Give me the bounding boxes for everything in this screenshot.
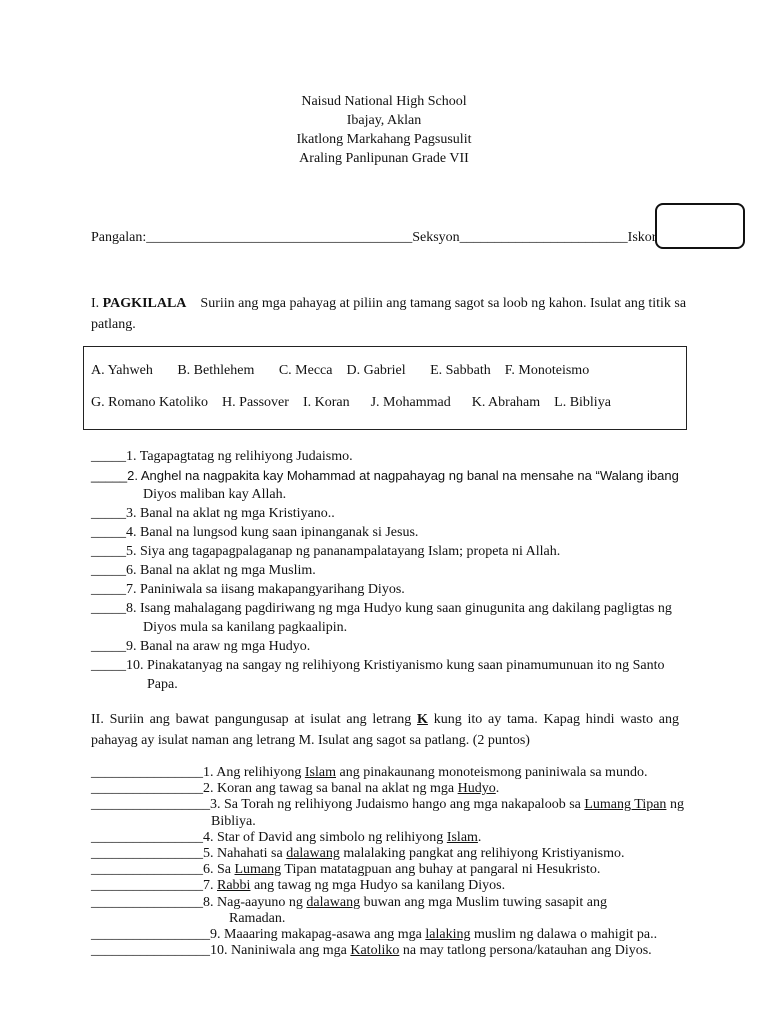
section2-text-post: kung ito ay tama. Kapag hindi wasto ang pahayag ay isulat naman ang letrang M. Isulat ang sagot sa patlang. (2 puntos) xyxy=(91,712,679,748)
part1-item-cont: Papa. xyxy=(147,677,178,692)
choices-row-2 xyxy=(91,395,611,411)
part2-item[interactable]: ________________8. Nag-aayuno ng dalawang buwan ang mga Muslim tuwing sasapit ang xyxy=(91,894,607,910)
exam-title: Ikatlong Markahang Pagsusulit xyxy=(296,132,472,147)
part1-item[interactable]: _____10. Pinakatanyag na sangay ng relihiyong Kristiyanismo kung saan pinamumunuan ito ng Santo xyxy=(91,658,665,673)
part1-item[interactable]: _____2. Anghel na nagpakita kay Mohammad at nagpahayag ng banal na mensahe na “Walang ibang xyxy=(91,468,679,483)
choice-item: C. Mecca xyxy=(278,363,333,378)
part1-item[interactable]: _____1. Tagapagtatag ng relihiyong Judaismo. xyxy=(91,449,353,464)
section2-instructions xyxy=(91,709,679,751)
part1-item[interactable]: _____3. Banal na aklat ng mga Kristiyano.. xyxy=(91,506,335,521)
choice-item: H. Passover xyxy=(222,395,289,410)
part2-item[interactable]: ________________2. Koran ang tawag sa banal na aklat ng mga Hudyo. xyxy=(91,781,500,797)
choice-item: K. Abraham xyxy=(471,395,541,410)
section1-number: I. xyxy=(91,296,103,311)
part1-item[interactable]: _____6. Banal na aklat ng mga Muslim. xyxy=(91,563,316,578)
part1-item[interactable]: _____7. Paniniwala sa iisang makapangyarihang Diyos. xyxy=(91,582,405,597)
score-box[interactable] xyxy=(655,203,745,249)
part2-item[interactable]: _________________9. Maaaring makapag-asawa ang mga lalaking muslim ng dalawa o mahigit pa.. xyxy=(91,927,658,943)
choice-item: I. Koran xyxy=(302,395,350,410)
student-info-line[interactable]: Pangalan:______________________________________Seksyon________________________Iskor xyxy=(91,230,657,245)
part2-items xyxy=(91,765,711,959)
section2-text-pre: II. Suriin ang bawat pangungusap at isulat ang letrang xyxy=(91,712,418,727)
section1-instructions xyxy=(91,293,691,335)
part2-item[interactable]: ________________7. Rabbi ang tawag ng mga Hudyo sa kanilang Diyos. xyxy=(91,878,506,894)
section2-letter: K xyxy=(417,712,428,727)
school-name: Naisud National High School xyxy=(301,94,467,109)
part2-item[interactable]: ________________4. Star of David ang simbolo ng relihiyong Islam. xyxy=(91,829,482,845)
section1-title: PAGKILALA xyxy=(102,296,187,311)
part2-item[interactable]: _________________3. Sa Torah ng relihiyong Judaismo hango ang mga nakapaloob sa Lumang Tipan ng xyxy=(91,797,684,813)
section1-text: Suriin ang mga pahayag at piliin ang tamang sagot sa loob ng kahon. Isulat ang titik sa patlang. xyxy=(91,296,687,332)
choice-item: J. Mohammad xyxy=(370,395,451,410)
part1-item-cont: Diyos maliban kay Allah. xyxy=(143,487,287,502)
part2-item-cont: Ramadan. xyxy=(229,910,286,926)
school-location: Ibajay, Aklan xyxy=(346,113,422,128)
choices-box xyxy=(83,346,687,430)
part1-item[interactable]: _____4. Banal na lungsod kung saan ipinanganak si Jesus. xyxy=(91,525,419,540)
part1-item[interactable]: _____8. Isang mahalagang pagdiriwang ng mga Hudyo kung saan ginugunita ang dakilang pagligtas ng xyxy=(91,601,672,616)
part2-item[interactable]: ________________5. Nahahati sa dalawang malalaking pangkat ang relihiyong Kristiyanismo. xyxy=(91,846,625,862)
subject-title: Araling Panlipunan Grade VII xyxy=(299,151,469,166)
part2-item-cont: Bibliya. xyxy=(211,813,256,829)
choice-item: D. Gabriel xyxy=(346,363,406,378)
part2-item[interactable]: _________________10. Naniniwala ang mga Katoliko na may tatlong persona/katauhan ang Diyos. xyxy=(91,943,652,959)
part1-item-cont: Diyos mula sa kanilang pagkaalipin. xyxy=(143,620,348,635)
choice-item: A. Yahweh xyxy=(91,363,153,378)
part1-item[interactable]: _____5. Siya ang tagapagpalaganap ng pananampalatayang Islam; propeta ni Allah. xyxy=(91,544,561,559)
choice-item: F. Monoteismo xyxy=(504,363,590,378)
part2-item[interactable]: ________________6. Sa Lumang Tipan matatagpuan ang buhay at pangaral ni Hesukristo. xyxy=(91,862,601,878)
part2-item[interactable]: ________________1. Ang relihiyong Islam ang pinakaunang monoteismong paniniwala sa mundo. xyxy=(91,765,648,780)
part1-items xyxy=(91,447,711,694)
choices-row-1 xyxy=(91,363,589,379)
part1-item[interactable]: _____9. Banal na araw ng mga Hudyo. xyxy=(91,639,311,654)
exam-header xyxy=(0,92,768,168)
choice-item: G. Romano Katoliko xyxy=(91,395,209,410)
choice-item: L. Bibliya xyxy=(554,395,611,410)
choice-item: B. Bethlehem xyxy=(177,363,255,378)
choice-item: E. Sabbath xyxy=(430,363,491,378)
